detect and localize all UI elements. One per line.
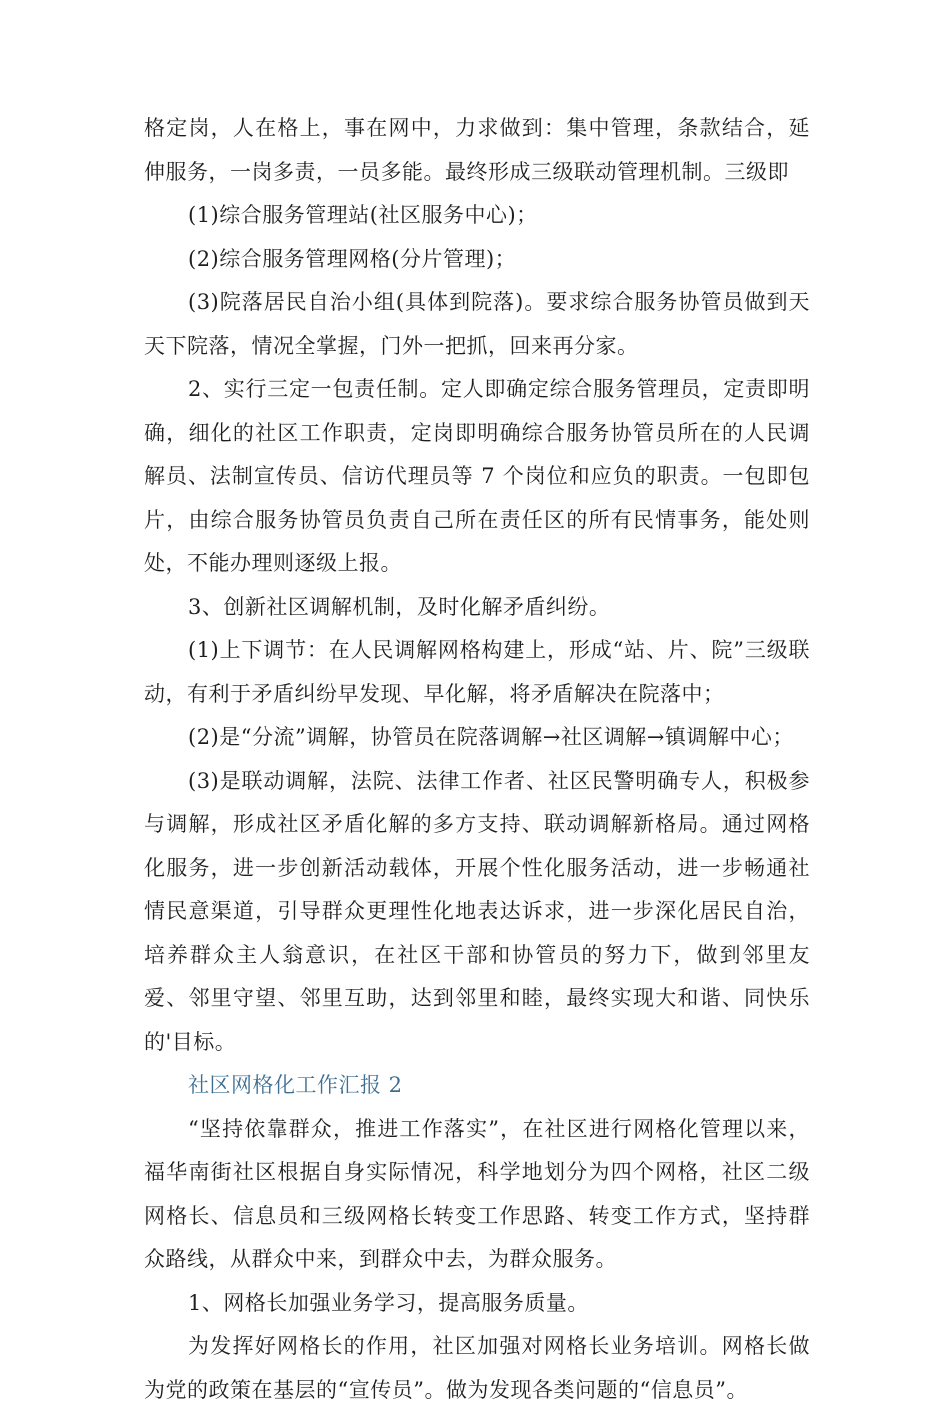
- paragraph-continuation: 格定岗，人在格上，事在网中，力求做到：集中管理，条款结合，延伸服务，一岗多责，一员多能。最终形成三级联动管理机制。三级即: [144, 116, 810, 184]
- paragraph-report2-training: 为发挥好网格长的作用，社区加强对网格长业务培训。网格长做为党的政策在基层的“宣传员”。做为发现各类问题的“信息员”。: [144, 1334, 810, 1402]
- paragraph-mediation-1: (1)上下调节：在人民调解网格构建上，形成“站、片、院”三级联动，有利于矛盾纠纷早发现、早化解，将矛盾解决在院落中；: [144, 638, 810, 706]
- paragraph-report2-point-1: 1、网格长加强业务学习，提高服务质量。: [188, 1290, 589, 1315]
- paragraph-mediation-3: (3)是联动调解，法院、法律工作者、社区民警明确专人，积极参与调解，形成社区矛盾化解的多方支持、联动调解新格局。通过网格化服务，进一步创新活动载体，开展个性化服务活动，进一步畅通社情民意渠道，引导群众更理性化地表达诉求，进一步深化居民自治，培养群众主人翁意识，在社区干部和协管员的努力下，做到邻里友爱、邻里守望、邻里互助，达到邻里和睦，最终实现大和谐、同快乐的'目标。: [144, 768, 810, 1054]
- paragraph-section-2-responsibility: 2、实行三定一包责任制。定人即确定综合服务管理员，定责即明确，细化的社区工作职责，定岗即明确综合服务协管员所在的人民调解员、法制宣传员、信访代理员等 7 个岗位和应负的职责。一包即包片，由综合服务协管员负责自己所在责任区的所有民情事务，能处则处，不能办理则逐级上报。: [144, 377, 810, 575]
- paragraph-item-3-courtyard: (3)院落居民自治小组(具体到院落)。要求综合服务协管员做到天天下院落，情况全掌握，门外一把抓，回来再分家。: [144, 290, 810, 358]
- section-heading: 社区网格化工作汇报 2: [188, 1073, 403, 1097]
- paragraph-item-2-grid: (2)综合服务管理网格(分片管理)；: [188, 246, 517, 271]
- document-body: [144, 107, 810, 1412]
- paragraph-item-1-station: (1)综合服务管理站(社区服务中心)；: [188, 203, 538, 227]
- paragraph-section-3-mediation: 3、创新社区调解机制，及时化解矛盾纠纷。: [188, 594, 611, 619]
- paragraph-report2-intro: “坚持依靠群众，推进工作落实”，在社区进行网格化管理以来，福华南街社区根据自身实际情况，科学地划分为四个网格，社区二级网格长、信息员和三级网格长转变工作思路、转变工作方式，坚持群众路线，从群众中来，到群众中去，为群众服务。: [144, 1116, 810, 1271]
- paragraph-mediation-2: (2)是“分流”调解，协管员在院落调解→社区调解→镇调解中心；: [188, 725, 794, 749]
